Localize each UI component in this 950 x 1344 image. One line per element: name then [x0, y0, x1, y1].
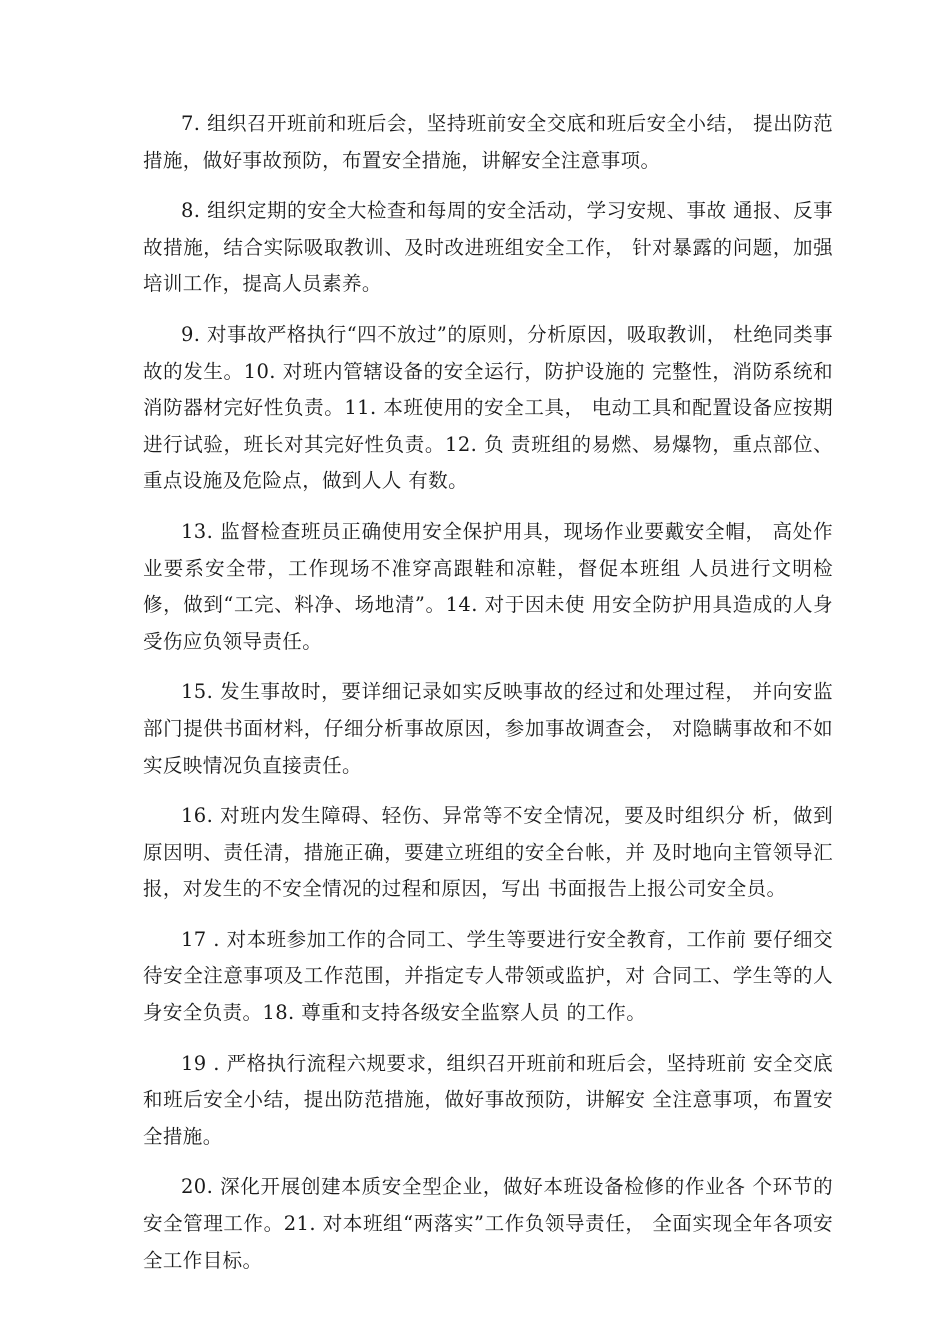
document-body [143, 106, 833, 1293]
paragraph-17-18: 17 . 对本班参加工作的合同工、学生等要进行安全教育，工作前 要仔细交待安全注意事项及工作范围，并指定专人带领或监护，对 合同工、学生等的人身安全负责。18. 尊重和支持各级安全监察人员 的工作。 [143, 927, 833, 1025]
paragraph-15: 15. 发生事故时，要详细记录如实反映事故的经过和处理过程， 并向安监部门提供书面材料，仔细分析事故原因，参加事故调查会， 对隐瞒事故和不如实反映情况负直接责任。 [143, 680, 833, 777]
paragraph-20-21: 20. 深化开展创建本质安全型企业，做好本班设备检修的作业各 个环节的安全管理工作。21. 对本班组“两落实”工作负领导责任， 全面实现全年各项安全工作目标。 [143, 1175, 833, 1272]
paragraph-8: 8. 组织定期的安全大检查和每周的安全活动，学习安规、事故 通报、反事故措施，结合实际吸取教训、及时改进班组安全工作， 针对暴露的问题，加强培训工作，提高人员素养。 [143, 199, 833, 296]
paragraph-9-12: 9. 对事故严格执行“四不放过”的原则，分析原因，吸取教训， 杜绝同类事故的发生。10. 对班内管辖设备的安全运行，防护设施的 完整性，消防系统和消防器材完好性负责。11. 本班使用的安全工具， 电动工具和配置设备应按期进行试验，班长对其完好性负责。12. 负 责班组的易燃、易爆物，重点部位、重点设施及危险点，做到人人 有数。 [143, 322, 833, 493]
paragraph-19: 19 . 严格执行流程六规要求，组织召开班前和班后会，坚持班前 安全交底和班后安全小结，提出防范措施，做好事故预防，讲解安 全注意事项，布置安全措施。 [143, 1051, 833, 1148]
paragraph-16: 16. 对班内发生障碍、轻伤、异常等不安全情况，要及时组织分 析，做到原因明、责任清，措施正确，要建立班组的安全台帐，并 及时地向主管领导汇报，对发生的不安全情况的过程和原因，写出 书面报告上报公司安全员。 [143, 804, 833, 901]
paragraph-13-14: 13. 监督检查班员正确使用安全保护用具，现场作业要戴安全帽， 高处作业要系安全带，工作现场不准穿高跟鞋和凉鞋，督促本班组 人员进行文明检修，做到“工完、料净、场地清”。14. 对于因未使 用安全防护用具造成的人身受伤应负领导责任。 [143, 519, 833, 653]
paragraph-7: 7. 组织召开班前和班后会，坚持班前安全交底和班后安全小结， 提出防范措施，做好事故预防，布置安全措施，讲解安全注意事项。 [143, 112, 833, 172]
